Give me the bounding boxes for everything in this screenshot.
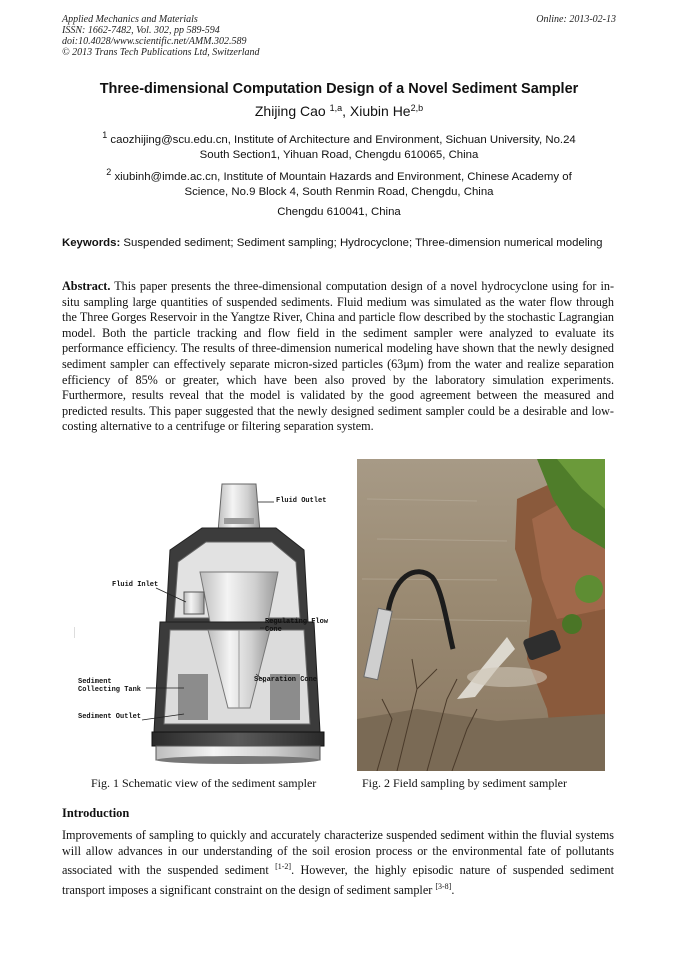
intro-text-2: . However, the highly episodic nature of suspended sediment transport imposes a significant constraint on the design of sediment sampler <box>62 863 614 897</box>
affiliation-1 <box>70 128 608 162</box>
sampler-schematic-drawing <box>74 462 346 768</box>
keywords-text: Suspended sediment; Sediment sampling; Hydrocyclone; Three-dimension numerical modeling <box>123 237 603 249</box>
label-sediment-collecting-tank <box>78 678 141 694</box>
label-sediment-outlet: Sediment Outlet <box>78 713 142 721</box>
abstract <box>62 279 614 435</box>
abstract-label: Abstract. <box>62 279 111 293</box>
author-1-affiliation-mark: 1,a <box>329 103 343 113</box>
copyright-line: © 2013 Trans Tech Publications Ltd, Switzerland <box>62 47 260 58</box>
label-regulating-line-1: Regulating Flow <box>265 618 329 626</box>
figure-1-caption: Fig. 1 Schematic view of the sediment sampler <box>91 776 317 790</box>
affiliation-2-line-3: Chengdu 610041, China <box>277 206 401 218</box>
journal-name: Applied Mechanics and Materials <box>62 14 198 25</box>
author-2-affiliation-mark: 2,b <box>410 103 424 113</box>
keywords <box>62 237 614 250</box>
label-fluid-inlet: Fluid Inlet <box>112 581 159 589</box>
paper-title: Three-dimensional Computation Design of a Novel Sediment Sampler <box>99 81 579 97</box>
label-collecting-line-1: Sediment <box>78 678 112 686</box>
intro-ref-1: [1-2] <box>275 862 292 872</box>
doi-line: doi:10.4028/www.scientific.net/AMM.302.589 <box>62 36 247 47</box>
author-line <box>62 103 616 119</box>
affiliation-2 <box>70 165 608 220</box>
running-header <box>62 14 616 58</box>
keywords-label: Keywords: <box>62 237 121 249</box>
intro-ref-2: [3-8] <box>435 881 452 891</box>
affiliation-2-line-1: xiubinh@imde.ac.cn, Institute of Mountain Hazards and Environment, Chinese Academy of <box>114 171 572 183</box>
label-separation-cone: Separation Cone <box>254 676 318 684</box>
introduction-paragraph <box>62 828 614 898</box>
introduction-heading: Introduction <box>62 806 130 820</box>
figure-2-field-photo <box>357 459 605 771</box>
affiliation-2-mark: 2 <box>106 167 112 177</box>
abstract-text: This paper presents the three-dimensional computation design of a novel hydrocyclone using for in-situ sampling large quantities of suspended sediments. Fluid medium was simulated as the water flow through the Three Gorges Reservoir in the Yangtze River, China and particle flow described by the stochastic Lagrangian model. Both the particle tracking and flow field in the sediment sampler were analyzed to evaluate its performance efficiency. The results of three-dimension numerical modeling have shown that the newly designed sediment sampler can effectively separate micron-sized particles (63μm) from the water and realize separation efficiency of 85% or greater, which have been also proved by the laboratory simulation experiments. Furthermore, results reveal that the model is validated by the good agreement between the measured and predicted results. This paper suggested that the newly designed sediment sampler could be a desirable and low-costing alternative to a centrifuge or filtering separation system. <box>62 279 615 434</box>
figure-1-schematic <box>74 462 346 768</box>
label-fluid-outlet: Fluid Outlet <box>276 497 327 505</box>
intro-text-1: Improvements of sampling to quickly and accurately characterize suspended sediment within the fluvial systems will allow advances in our understanding of the soil erosion process or the environmental fate of pollutants associated with the suspended sediment <box>62 828 614 878</box>
author-separator: , <box>342 103 350 119</box>
author-2: Xiubin He <box>349 103 411 119</box>
issn-line: ISSN: 1662-7482, Vol. 302, pp 589-594 <box>62 25 220 36</box>
label-regulating-flow-cone <box>265 618 328 634</box>
label-regulating-line-2: Cone <box>265 626 282 634</box>
online-date: Online: 2013-02-13 <box>536 14 616 25</box>
author-1: Zhijing Cao <box>254 103 326 119</box>
affiliation-1-line-2: South Section1, Yihuan Road, Chengdu 610065, China <box>199 148 479 161</box>
label-collecting-line-2: Collecting Tank <box>78 686 142 694</box>
field-photo-drawing <box>357 459 605 771</box>
intro-text-3: . <box>451 882 455 897</box>
affiliation-2-line-2: Science, No.9 Block 4, South Renmin Road, Chengdu, China <box>184 185 494 198</box>
affiliation-1-mark: 1 <box>102 130 108 140</box>
affiliation-1-line-1: caozhijing@scu.edu.cn, Institute of Architecture and Environment, Sichuan University, No.24 <box>110 134 576 146</box>
figure-2-caption: Fig. 2 Field sampling by sediment sampler <box>362 776 567 790</box>
